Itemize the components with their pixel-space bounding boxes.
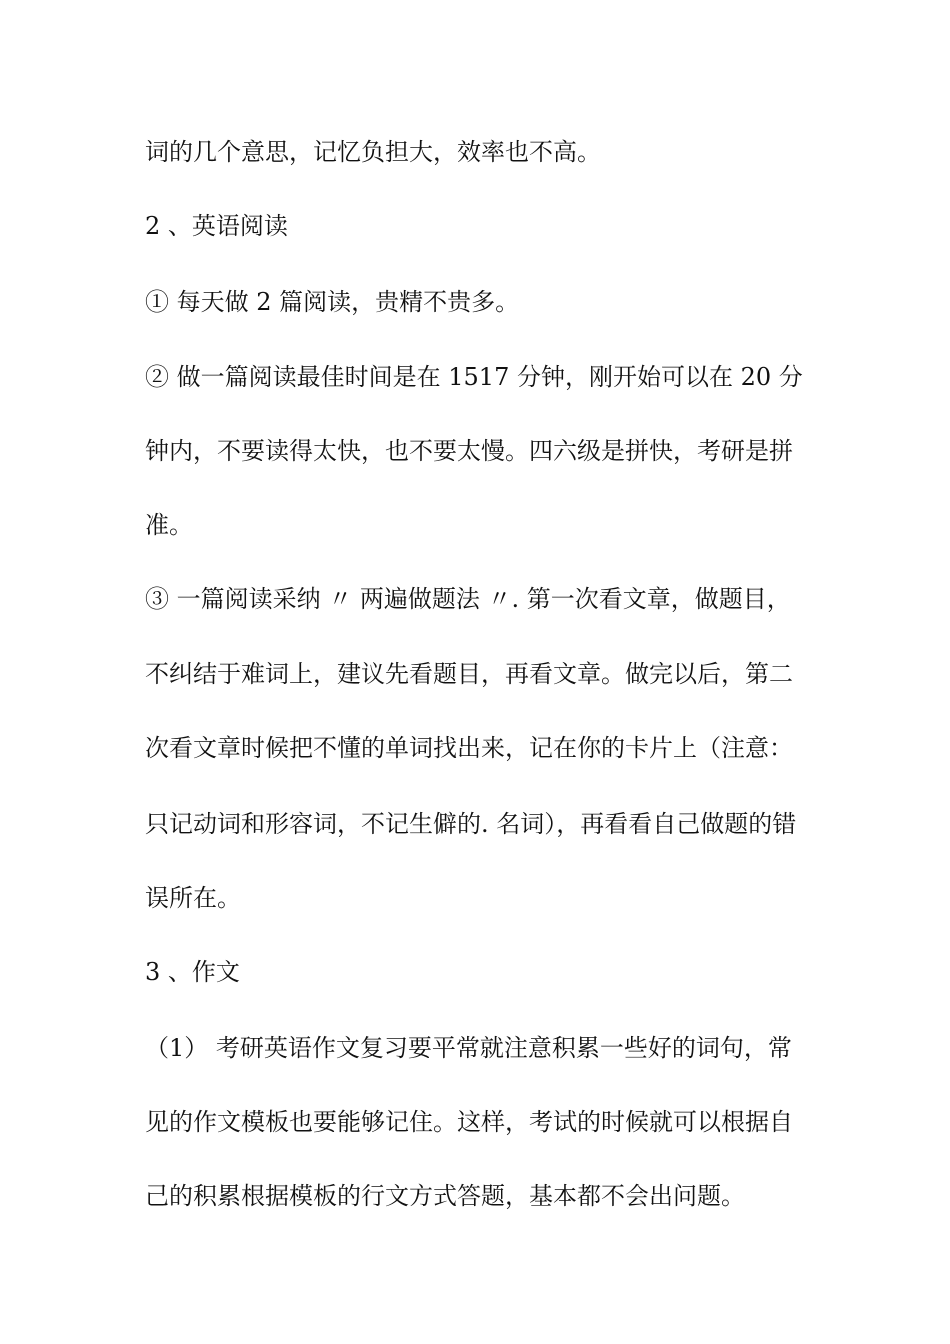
section-heading-reading: 2 、英语阅读 <box>145 212 288 240</box>
section-heading-writing: 3 、作文 <box>145 958 240 986</box>
body-text-line: 见的作文模板也要能够记住。这样，考试的时候就可以根据自 <box>145 1108 793 1136</box>
list-item-writing-1: （1） 考研英语作文复习要平常就注意积累一些好的词句，常 <box>145 1034 792 1062</box>
body-text-line: 不纠结于难词上，建议先看题目，再看文章。做完以后，第二 <box>145 660 793 688</box>
list-item-1: ① 每天做 2 篇阅读，贵精不贵多。 <box>145 288 520 316</box>
body-text-line: 词的几个意思，记忆负担大，效率也不高。 <box>145 138 601 166</box>
body-text-line: 次看文章时候把不懂的单词找出来，记在你的卡片上（注意： <box>145 734 793 762</box>
body-text-line: 误所在。 <box>145 884 241 912</box>
list-item-2: ② 做一篇阅读最佳时间是在 1517 分钟，刚开始可以在 20 分 <box>145 363 803 391</box>
body-text-line: 准。 <box>145 511 193 539</box>
body-text-line: 己的积累根据模板的行文方式答题，基本都不会出问题。 <box>145 1182 745 1210</box>
list-item-3: ③ 一篇阅读采纳 〃 两遍做题法 〃. 第一次看文章，做题目， <box>145 585 791 613</box>
body-text-line: 只记动词和形容词，不记生僻的. 名词），再看看自己做题的错 <box>145 810 797 838</box>
body-text-line: 钟内，不要读得太快，也不要太慢。四六级是拼快，考研是拼 <box>145 437 793 465</box>
